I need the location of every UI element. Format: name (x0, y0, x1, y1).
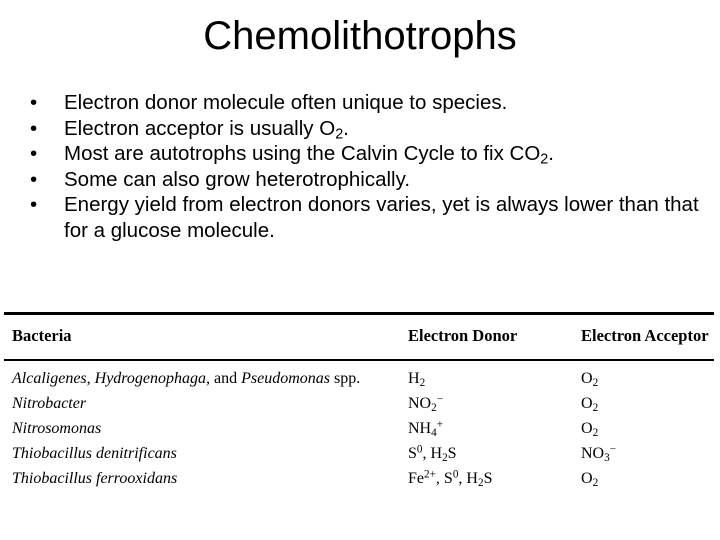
cell-electron-donor-part: NO (408, 395, 432, 412)
table-top-rule (4, 312, 714, 315)
bullet-dot-icon: • (30, 142, 38, 165)
cell-electron-acceptor-part: 2 (592, 476, 599, 489)
bacteria-table (0, 312, 720, 497)
bullet-text (64, 142, 554, 168)
cell-bacteria-part: Nitrobacter (12, 395, 87, 412)
cell-bacteria-part: Thiobacillus denitrificans (12, 445, 177, 462)
cell-electron-donor-part: 2 (442, 451, 448, 464)
cell-bacteria-part: Pseudomonas (241, 370, 331, 387)
cell-electron-acceptor-part: − (609, 443, 617, 456)
slide-title: Chemolithotrophs (203, 14, 517, 58)
bullet-text-part: . (343, 116, 349, 140)
table-row (0, 393, 720, 418)
cell-electron-donor-part: S (483, 470, 493, 487)
cell-electron-acceptor-part: O (581, 370, 593, 387)
bullet-text (64, 193, 699, 242)
cell-electron-donor-part: Fe (408, 470, 424, 487)
cell-bacteria (12, 443, 177, 465)
cell-electron-acceptor-part: O (581, 470, 593, 487)
cell-electron-donor (408, 393, 443, 415)
cell-electron-acceptor-part: O (581, 420, 593, 437)
cell-electron-donor-part: 0 (452, 468, 459, 481)
bullet-list (30, 90, 710, 243)
bullet-text (64, 168, 410, 191)
table-row (0, 368, 720, 393)
cell-electron-acceptor-part: 2 (592, 426, 599, 439)
bullet-item (30, 192, 710, 243)
cell-electron-acceptor (581, 468, 598, 490)
bullet-item (30, 141, 710, 167)
cell-bacteria-part: Nitrosomonas (12, 420, 102, 437)
cell-electron-donor (408, 468, 492, 490)
cell-bacteria-part: and (210, 370, 242, 387)
bullet-text-part: Electron donor molecule often unique to species. (64, 91, 508, 114)
bullet-text-part: Energy yield from electron donors varies, yet is always lower than that for a glucose molecule. (64, 193, 699, 242)
cell-electron-donor-part: , H (422, 445, 443, 462)
cell-electron-donor-part: NH (408, 420, 432, 437)
cell-electron-donor-part: S (447, 445, 457, 462)
cell-electron-donor-part: , H (458, 470, 478, 487)
cell-bacteria (12, 468, 177, 490)
cell-electron-donor-part: 0 (416, 443, 423, 456)
bullet-text-part: 2 (335, 126, 344, 143)
bullet-text (64, 116, 349, 143)
bullet-dot-icon: • (30, 116, 38, 140)
cell-bacteria-part: Thiobacillus ferrooxidans (12, 470, 178, 487)
cell-bacteria (12, 368, 360, 390)
bullet-dot-icon: • (30, 91, 38, 114)
cell-electron-acceptor-part: 2 (592, 376, 599, 389)
header-electron-donor: Electron Donor (408, 326, 518, 345)
cell-electron-donor-part: H (408, 370, 420, 387)
bullet-dot-icon: • (30, 193, 38, 216)
bullet-dot-icon: • (30, 167, 38, 191)
cell-bacteria (12, 393, 86, 415)
table-row (0, 443, 720, 468)
cell-electron-acceptor-part: 2 (592, 401, 599, 414)
cell-electron-donor-part: + (436, 418, 444, 431)
cell-electron-donor-part: , S (435, 470, 453, 487)
cell-electron-acceptor-part: 3 (604, 451, 610, 464)
cell-electron-donor (408, 443, 457, 465)
bullet-text (64, 91, 507, 114)
bullet-text-part: Electron acceptor is usually O (64, 116, 336, 140)
header-electron-acceptor: Electron Acceptor (581, 326, 709, 345)
table-header-rule (4, 359, 714, 361)
bullet-text-part: 2 (540, 151, 549, 168)
cell-electron-acceptor (581, 443, 616, 465)
cell-electron-donor (408, 368, 425, 390)
table-row (0, 468, 720, 493)
cell-bacteria-part: Alcaligenes, Hydrogenophaga, (12, 370, 211, 387)
bullet-item (30, 90, 710, 116)
cell-electron-acceptor-part: NO (581, 445, 605, 462)
cell-electron-acceptor (581, 418, 598, 440)
cell-electron-acceptor-part: O (581, 395, 593, 412)
header-bacteria: Bacteria (12, 326, 72, 345)
cell-electron-acceptor (581, 368, 598, 390)
cell-bacteria (12, 418, 101, 440)
cell-electron-donor-part: − (436, 393, 444, 406)
cell-electron-donor-part: 2+ (424, 468, 436, 481)
cell-bacteria-part: spp. (330, 370, 361, 387)
table-row (0, 418, 720, 443)
bullet-text-part: Some can also grow heterotrophically. (64, 167, 411, 191)
cell-electron-donor-part: 4 (431, 426, 437, 439)
cell-electron-donor-part: 2 (477, 476, 484, 489)
cell-electron-donor-part: 2 (431, 401, 437, 414)
cell-electron-donor-part: S (408, 445, 417, 462)
cell-electron-donor-part: 2 (419, 376, 426, 389)
cell-electron-acceptor (581, 393, 598, 415)
cell-electron-donor (408, 418, 443, 440)
bullet-text-part: Most are autotrophs using the Calvin Cycle to fix CO (64, 142, 541, 165)
bullet-item (30, 116, 710, 142)
bullet-item (30, 167, 710, 193)
bullet-text-part: . (548, 142, 554, 165)
